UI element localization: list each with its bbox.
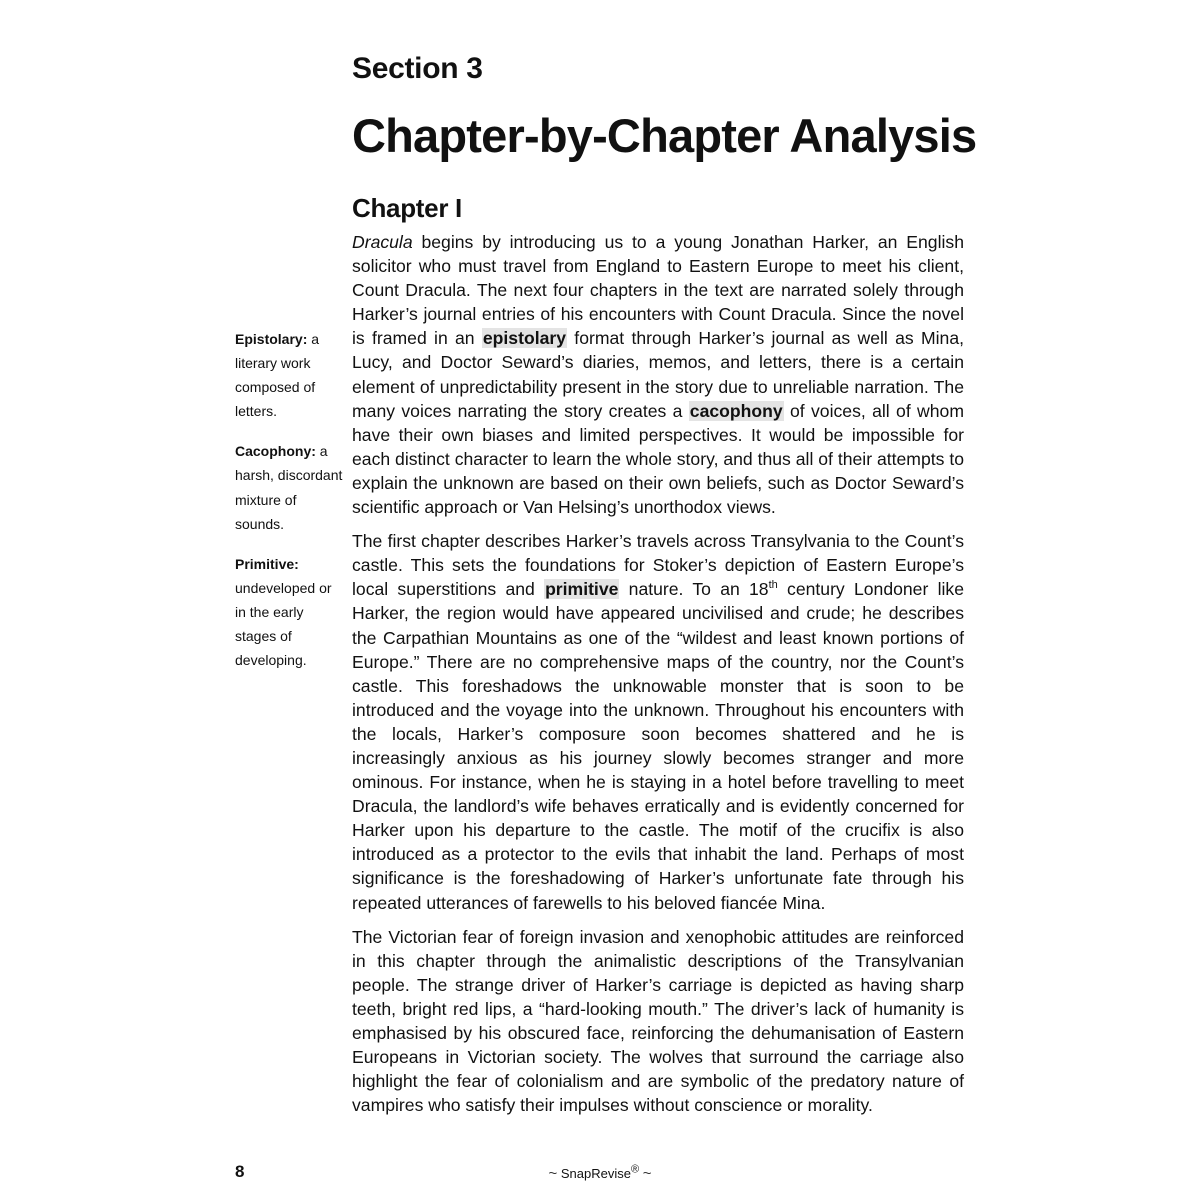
glossary-entry-cacophony bbox=[235, 439, 343, 535]
paragraph-2-text-c: century Londoner like Harker, the region would have appeared uncivilised and crude; he describes the Carpathian Mountains as one of the “wildest and least known portions of Europe.” There are no comprehensive maps of the country, nor the Count’s castle. This foreshadows the unknowable monster that is soon to be introduced and the voyage into the unknown. Throughout his encounters with the locals, Harker’s composure soon becomes shattered and he is increasingly anxious as his journey slowly becomes stranger and more ominous. For instance, when he is staying in a hotel before travelling to meet Dracula, the landlord’s wife behaves erratically and is evidently concerned for Harker upon his departure to the castle. The motif of the crucifix is also introduced as a protector to the evils that inhabit the land. Perhaps of most significance is the foreshadowing of Harker’s unfortunate fate through his repeated utterances of farewells to his beloved fiancée Mina. bbox=[352, 579, 964, 913]
paragraph-2-text-b: nature. To an 18 bbox=[619, 579, 769, 600]
glossary-definition: a harsh, discordant mixture of sounds. bbox=[235, 443, 343, 532]
registered-mark: ® bbox=[631, 1163, 640, 1176]
paragraph-2 bbox=[352, 529, 964, 915]
glossary-sidebar bbox=[235, 327, 343, 688]
glossary-entry-primitive bbox=[235, 552, 343, 672]
glossary-definition: a literary work composed of letters. bbox=[235, 331, 320, 420]
glossary-entry-epistolary bbox=[235, 327, 343, 423]
paragraph-1-text-b: format through Harker’s journal as well as Mina, Lucy, and Doctor Seward’s diaries, memos, and letters, there is a certain element of unpredictability present in the story due to unreliable narration. The many voices narrating the story creates a bbox=[352, 328, 965, 421]
glossary-term: Cacophony: bbox=[235, 443, 316, 460]
tilde-right-icon: ~ bbox=[642, 1165, 652, 1182]
tilde-left-icon: ~ bbox=[548, 1165, 558, 1182]
footer-brand bbox=[0, 1165, 1200, 1182]
paragraph-1 bbox=[352, 230, 964, 519]
keyword-cacophony: cacophony bbox=[689, 400, 783, 421]
paragraph-2-text-a: The first chapter describes Harker’s travels across Transylvania to the Count’s castle. This sets the foundations for Stoker’s depiction of Eastern Europe’s local superstitions and bbox=[352, 531, 964, 600]
ordinal-suffix: th bbox=[768, 579, 778, 592]
glossary-term: Epistolary: bbox=[235, 331, 308, 347]
keyword-primitive: primitive bbox=[545, 579, 619, 600]
book-title: Dracula bbox=[352, 232, 413, 252]
page-title: Chapter-by-Chapter Analysis bbox=[352, 109, 977, 162]
page-number: 8 bbox=[235, 1162, 245, 1181]
glossary-term: Primitive: bbox=[235, 555, 299, 572]
chapter-heading: Chapter I bbox=[352, 193, 462, 223]
keyword-epistolary: epistolary bbox=[482, 328, 567, 349]
paragraph-1-text-c: of voices, all of whom have their own biases and limited perspectives. It would be impossible for each distinct character to learn the whole story, and thus all of their attempts to explain the unknown are based on their own beliefs, such as Doctor Seward’s scientific approach or Van Helsing’s unorthodox views. bbox=[352, 400, 964, 518]
chapter-body bbox=[352, 230, 964, 1127]
paragraph-3: The Victorian fear of foreign invasion and xenophobic attitudes are reinforced in this chapter through the animalistic descriptions of the Transylvanian people. The strange driver of Harker’s carriage is depicted as having sharp teeth, bright red lips, a “hard-looking mouth.” The driver’s lack of humanity is emphasised by his obscured face, reinforcing the dehumanisation of Eastern Europeans in Victorian society. The wolves that surround the carriage also highlight the fear of colonialism and are symbolic of the predatory nature of vampires who satisfy their impulses without conscience or morality. bbox=[352, 926, 964, 1116]
glossary-definition: undeveloped or in the early stages of developing. bbox=[235, 579, 332, 669]
section-label: Section 3 bbox=[352, 52, 483, 85]
brand-name: SnapRevise bbox=[560, 1166, 631, 1181]
paragraph-1-text-a: begins by introducing us to a young Jonathan Harker, an English solicitor who must travel from England to Eastern Europe to meet his client, Count Dracula. The next four chapters in the text are narrated solely through Harker’s journal entries of his encounters with Count Dracula. Since the novel is framed in an bbox=[352, 232, 964, 349]
